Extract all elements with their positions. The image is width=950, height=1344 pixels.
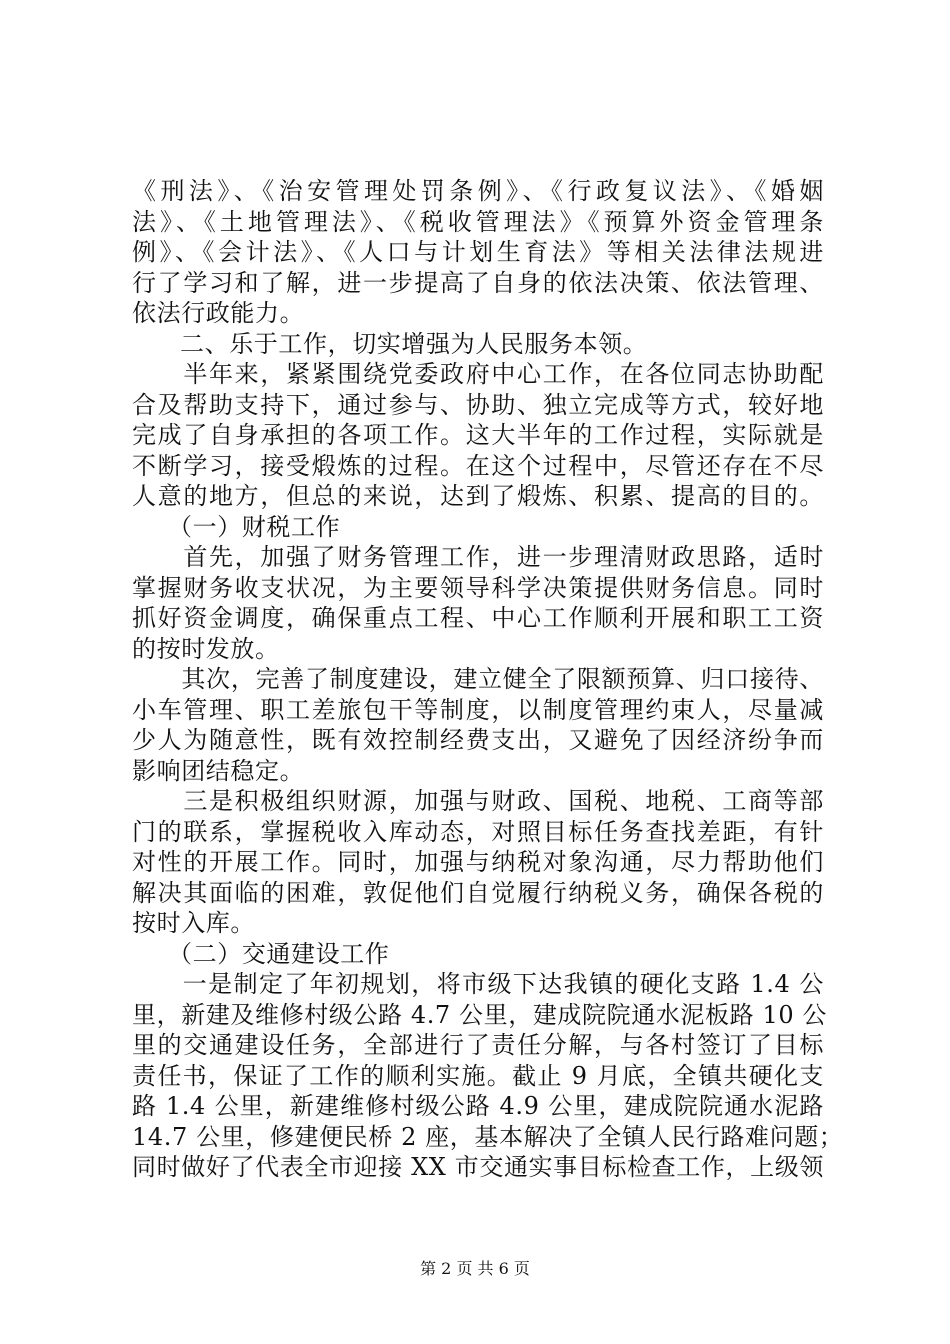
text-line: 里，新建及维修村级公路 4.7 公里，建成院院通水泥板路 10 公 [132,1000,828,1029]
text-line: 行了学习和了解，进一步提高了自身的依法决策、依法管理、 [132,268,824,297]
text-line: 《刑法》、《治安管理处罚条例》、《行政复议法》、《婚姻 [132,177,824,205]
text-line: 门的联系，掌握税收入库动态，对照目标任务查找差距，有针 [132,817,824,846]
text-line: 的按时发放。 [132,634,280,663]
text-line: 一是制定了年初规划，将市级下达我镇的硬化支路 1.4 公 [132,970,824,998]
text-line: 对性的开展工作。同时，加强与纳税对象沟通，尽力帮助他们 [132,848,824,876]
text-line: 三是积极组织财源，加强与财政、国税、地税、工商等部 [132,787,824,815]
text-line: 责任书，保证了工作的顺利实施。截止 9 月底，全镇共硬化支 [132,1061,824,1090]
text-line: 路 1.4 公里，新建维修村级公路 4.9 公里，建成院院通水泥路 [132,1092,824,1120]
text-line: 依法行政能力。 [132,299,305,327]
text-line: 不断学习，接受煅炼的过程。在这个过程中，尽管还存在不尽 [132,451,824,480]
text-line: 里的交通建设任务，全部进行了责任分解，与各村签订了目标 [132,1031,824,1059]
text-line: 首先，加强了财务管理工作，进一步理清财政思路，适时 [132,543,824,571]
text-line: 小车管理、职工差旅包干等制度，以制度管理约束人，尽量减 [132,695,824,724]
text-line: 法》、《土地管理法》、《税收管理法》《预算外资金管理条 [132,207,824,236]
text-line: 合及帮助支持下，通过参与、协助、独立完成等方式，较好地 [132,390,824,419]
text-line: 解决其面临的困难，敦促他们自觉履行纳税义务，确保各税的 [132,878,824,907]
document-body [132,176,844,1183]
text-line: 例》、《会计法》、《人口与计划生育法》等相关法律法规进 [132,238,824,266]
text-line: 少人为随意性，既有效控制经费支出，又避免了因经济纷争而 [132,726,824,754]
text-line: 按时入库。 [132,909,255,937]
section-heading: 二、乐于工作，切实增强为人民服务本领。 [180,329,648,358]
text-line: 抓好资金调度，确保重点工程、中心工作顺利开展和职工工资 [132,604,824,632]
text-line: 人意的地方，但总的来说，达到了煅炼、积累、提高的目的。 [132,482,824,510]
text-line: 半年来，紧紧围绕党委政府中心工作，在各位同志协助配 [132,360,824,388]
text-line: 14.7 公里，修建便民桥 2 座，基本解决了全镇人民行路难问题； [132,1122,844,1151]
text-line: 掌握财务收支状况，为主要领导科学决策提供财务信息。同时 [132,573,824,602]
subsection-heading: （二）交通建设工作 [168,939,390,968]
subsection-heading: （一）财税工作 [168,512,341,541]
text-line: 同时做好了代表全市迎接 XX 市交通实事目标检查工作，上级领 [132,1153,824,1181]
text-line: 完成了自身承担的各项工作。这大半年的工作过程，实际就是 [132,421,824,449]
text-line: 其次，完善了制度建设，建立健全了限额预算、归口接待、 [132,665,824,693]
page-footer: 第 2 页 共 6 页 [420,1259,530,1278]
text-line: 影响团结稳定。 [132,756,305,785]
